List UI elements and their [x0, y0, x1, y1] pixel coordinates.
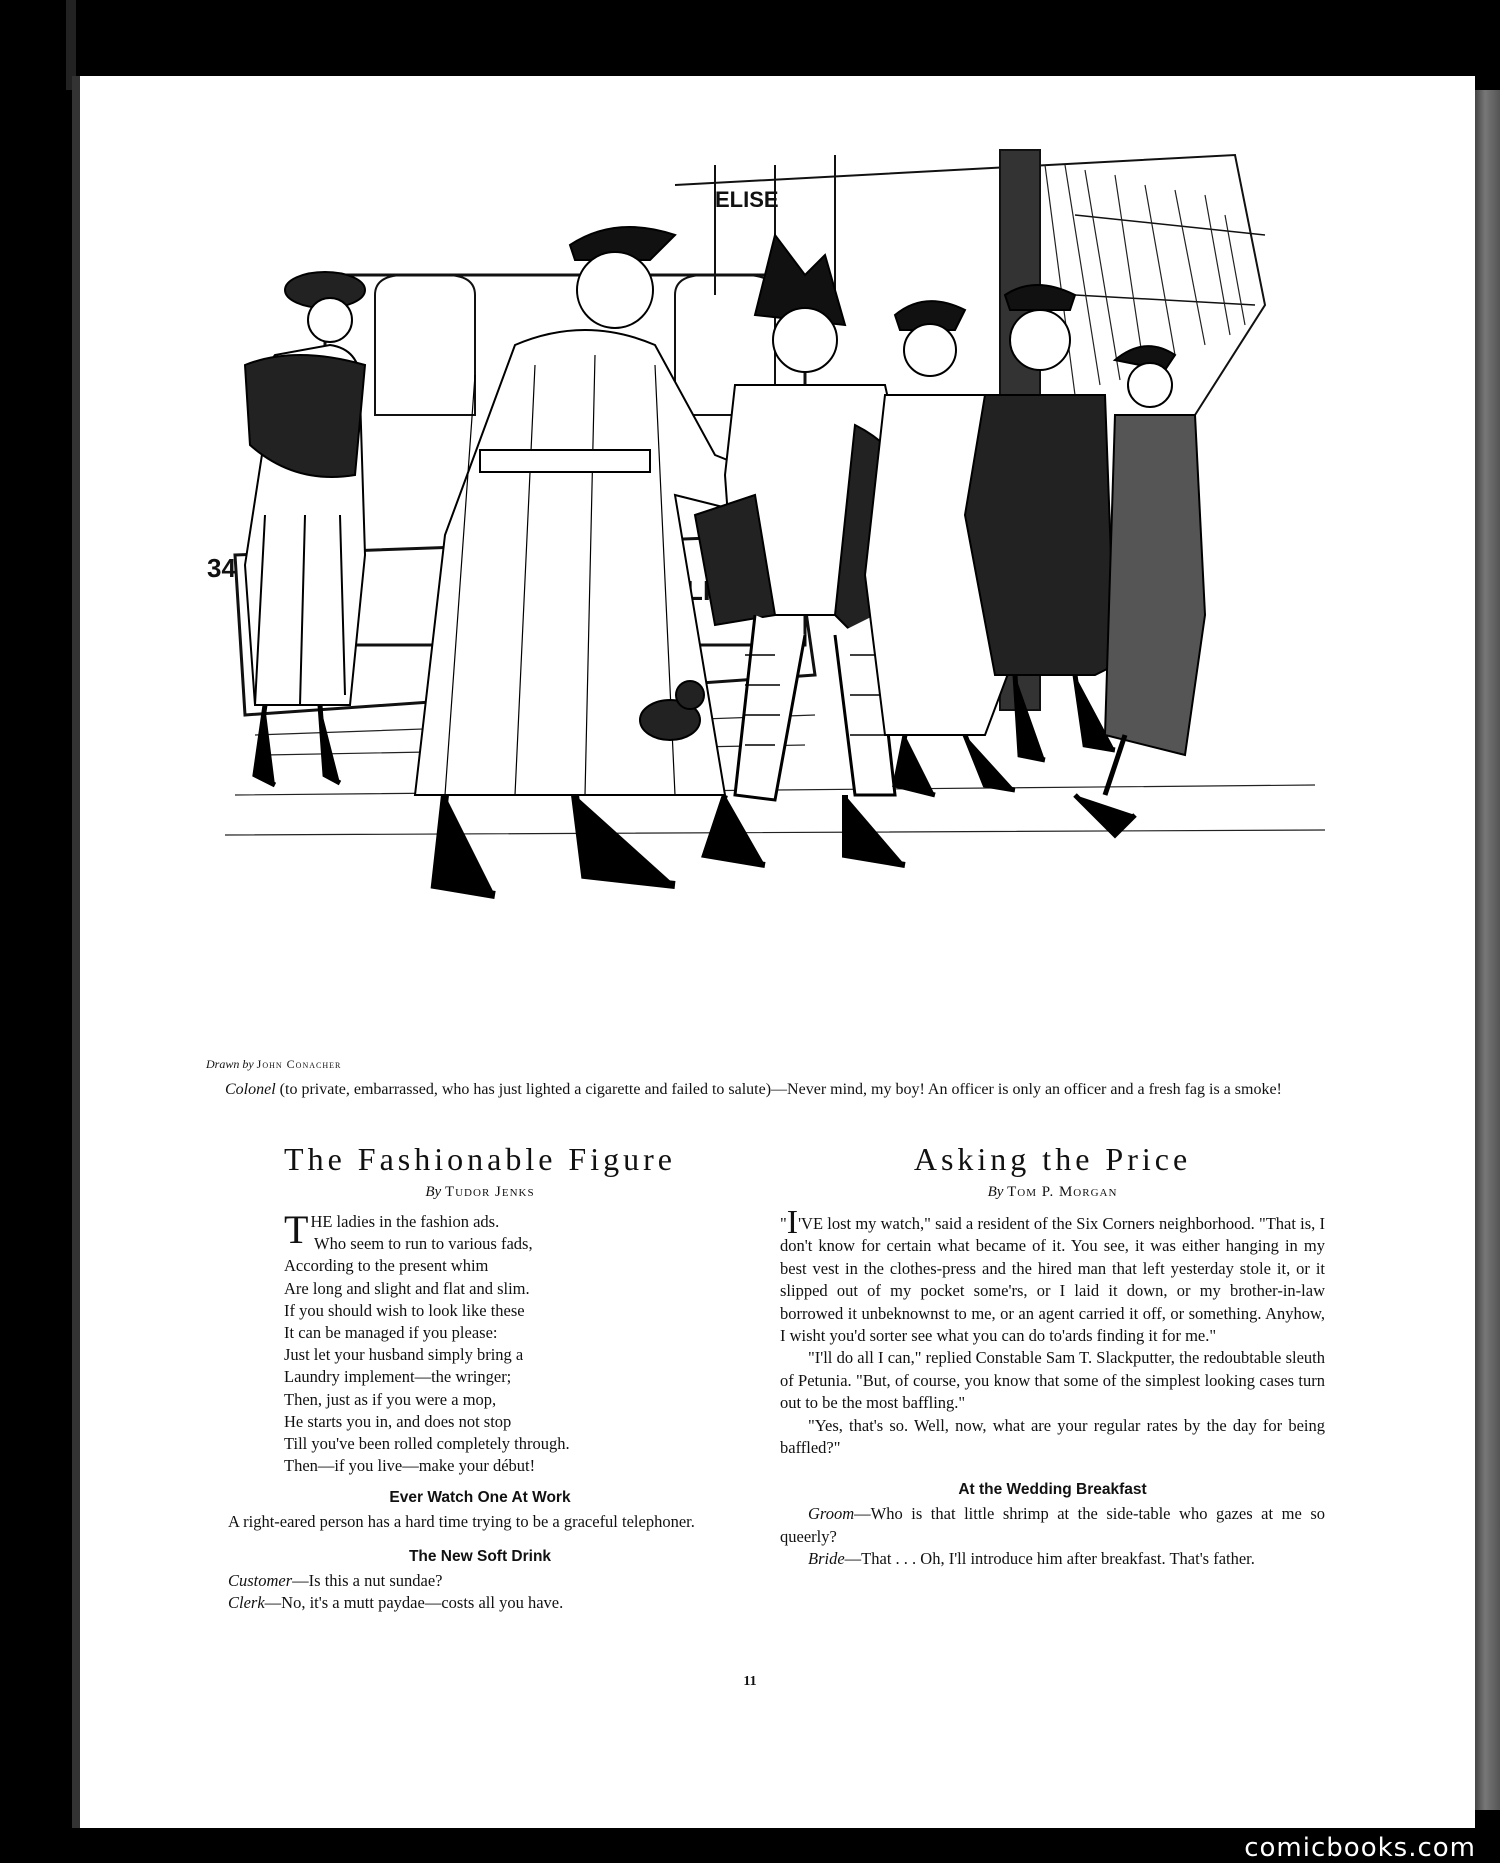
poem-line: Who seem to run to various fads,: [314, 1234, 533, 1254]
poem-line: If you should wish to look like these: [284, 1300, 525, 1320]
page-edge: [1475, 90, 1500, 1810]
page-number: 11: [743, 1674, 757, 1689]
subhead-wedding: At the Wedding Breakfast: [958, 1481, 1147, 1499]
story-title: Asking the Price: [913, 1141, 1192, 1177]
poem-line: Are long and slight and flat and slim.: [284, 1278, 530, 1298]
poem-line: He starts you in, and does not stop: [284, 1411, 512, 1431]
street-scene-illustration: [115, 95, 1360, 1050]
artist-name: John Conacher: [256, 1057, 342, 1071]
left-column: [200, 1135, 760, 1614]
wedding-dialog: [780, 1503, 1325, 1570]
right-column: [780, 1135, 1325, 1571]
story-body: [780, 1204, 1325, 1459]
poem-dropcap: T: [284, 1207, 309, 1252]
poem-line: Then—if you live—make your début!: [284, 1456, 536, 1476]
story-paragraph: "I'VE lost my watch," said a resident of the Six Corners neighborhood. "That is, I don't know for certain what became of it. You see, it was either hanging in my best vest in the clothes-press and the hired man that left yesterday stole it, or it slipped out of my pocket some'rs, or I laid it down, or my brother-in-law borrowed it unbeknownst to me, or an agent carried it off, or something. Anyhow, I wisht you'd sorter see what you can do to'ards finding it for me.": [780, 1204, 1325, 1346]
caption-text: (to private, embarrassed, who has just lighted a cigarette and failed to salute)—Never mind, my boy! An officer is only an officer and a fresh fag is a smoke!: [279, 1081, 1282, 1098]
poem-line: According to the present whim: [284, 1256, 489, 1276]
story-byline: By Tom P. Morgan: [987, 1184, 1118, 1200]
shop-sign-top: ELISE: [715, 187, 779, 212]
story-paragraph: "I'll do all I can," replied Constable Sam T. Slackputter, the redoubtable sleuth of Petunia. "But, of course, you know that some of the simplest looking cases turn out to be the most baffling.": [780, 1348, 1325, 1413]
poem-byline: By Tudor Jenks: [425, 1184, 535, 1200]
subhead-soft-drink: The New Soft Drink: [408, 1548, 552, 1566]
poem-line: Then, just as if you were a mop,: [284, 1389, 497, 1409]
illustration-credit: Drawn by John Conacher: [206, 1057, 342, 1071]
dialog-line: Groom—Who is that little shrimp at the side-table who gazes at me so queerly?: [780, 1504, 1325, 1546]
dialog-line: Bride—That . . . Oh, I'll introduce him after breakfast. That's father.: [808, 1549, 1255, 1569]
ever-watch-text: A right-eared person has a hard time trying to be a graceful telephoner.: [228, 1512, 695, 1532]
dialog-line: Customer—Is this a nut sundae?: [228, 1571, 443, 1591]
poem-line: It can be managed if you please:: [284, 1323, 498, 1343]
poem-line: Laundry implement—the wringer;: [284, 1367, 512, 1387]
site-watermark: comicbooks.com: [1244, 1833, 1476, 1863]
dialog-line: Clerk—No, it's a mutt paydae—costs all you have.: [228, 1593, 564, 1613]
shop-sign-number: 34: [207, 553, 236, 583]
poem-line: HE ladies in the fashion ads.: [310, 1212, 500, 1231]
poem-line: Just let your husband simply bring a: [284, 1345, 524, 1365]
left-gutter: [72, 76, 80, 1828]
caption-speaker: Colonel: [225, 1081, 276, 1098]
poem: [284, 1207, 760, 1477]
poem-title: The Fashionable Figure: [284, 1141, 676, 1177]
poem-line: Till you've been rolled completely through.: [284, 1434, 570, 1454]
story-paragraph: "Yes, that's so. Well, now, what are your regular rates by the day for being baffled?": [780, 1415, 1325, 1458]
illustration-caption: [225, 1080, 1320, 1099]
subhead-ever-watch: Ever Watch One At Work: [389, 1489, 571, 1507]
